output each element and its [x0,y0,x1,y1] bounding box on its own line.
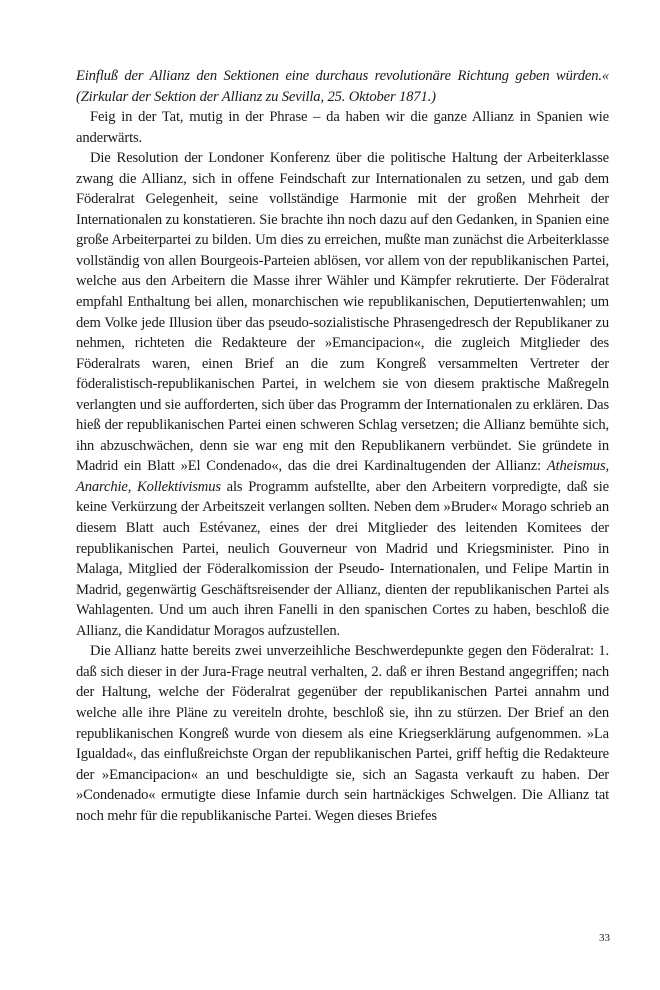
paragraph-text: Die Resolution der Londoner Konferenz über die politische Haltung der Arbeiterklasse zwang die Allianz, sich in offene Feindschaft zur Internationalen zu setzen, und gab dem Föderalrat Gelegenheit, seine vollständige Harmonie mit der großen Mehrheit der Internationalen zu konstatieren. Sie brachte ihn noch dazu auf den Gedanken, in Spanien eine große Arbeiterpartei zu bilden. Um dies zu erreichen, mußte man zunächst die Arbeiterklasse vollständig von allen Bourgeois-Parteien ablösen, vor allem von der republikanischen Partei, welche aus den Arbeitern die Masse ihrer Wähler und Kämpfer rekrutierte. Der Föderalrat empfahl Enthaltung bei allen, monarchischen wie republikanischen, Deputiertenwahlen; um dem Volke jede Illusion über das pseudo-sozialistische Phrasengedresch der Republikaner zu nehmen, richteten die Redakteure der »Emancipacion«, die zugleich Mitglieder des Föderalrats waren, einen Brief an die zum Kongreß versammelten Vertreter der föderalistisch-republikanischen Partei, in welchem sie von diesem praktische Maßregeln verlangten und sie aufforderten, sich über das Programm der Internationalen zu erklären. Das hieß der republikanischen Partei einen schweren Schlag versetzen; die Allianz bemühte sich, ihn abzuschwächen, denn sie war eng mit den Republikanern verbündet. Sie gründete in Madrid ein Blatt »El Condenado«, das die drei Kardinaltugenden der Allianz: [76,150,609,475]
paragraph-text: als Programm aufstellte, aber den Arbeitern vorpredigte, daß sie keine Verkürzung der Arbeitszeit verlangen sollten. Neben dem »Bruder« Morago schrieb an diesem Blatt auch Estévanez, eines der drei Mitglieder des leitenden Komitees der republikanischen Partei, neulich Gouverneur von Madrid und Kriegsminister. Pino in Malaga, Mitglied der Föderalkomission der Pseudo- Internationalen, und Felipe Martin in Madrid, gegenwärtig Geschäftsreisender der Allianz, dienten der republikanischen Partei als Wahlagenten. Und um auch ihren Fanelli in den spanischen Cortes zu haben, beschloß die Allianz, die Kandidatur Moragos aufzustellen. [76,478,609,639]
paragraph-text: Die Allianz hatte bereits zwei unverzeihliche Beschwerdepunkte gegen den Föderalrat: 1. daß sich dieser in der Jura-Frage neutral verhalten, 2. daß er ihren Bestand angegriffen; nach der Haltung, welche der Föderalrat gegenüber der republikanischen Partei annahm und welche alle ihre Pläne zu vereiteln drohte, beschloß sie, ihn zu stürzen. Der Brief an den republikanischen Kongreß wurde von diesem als eine Kriegserklärung aufgenommen. »La Igualdad«, das einflußreichste Organ der republikanischen Partei, griff heftig die Redakteure der »Emancipacion« an und beschuldigte sie, sich an Sagasta verkauft zu haben. Der »Condenado« ermutigte diese Infamie durch sein hartnäckiges Schwelgen. Die Allianz tat noch mehr für die republikanische Partei. Wegen dieses Briefes [76,643,609,824]
paragraph-text: Feig in der Tat, mutig in der Phrase – da haben wir die ganze Allianz in Spanien wie anderwärts. [76,109,609,146]
italic-emphasis: Atheismus, Anarchie, Kollektivismus [76,458,609,495]
paragraph-1 [76,66,609,107]
continued-quote: Einfluß der Allianz den Sektionen eine durchaus revolutionäre Richtung geben würden.« (Zirkular der Sektion der Allianz zu Sevilla, 25. Oktober 1871.) [76,68,609,105]
paragraph-3 [76,148,609,641]
page-number: 33 [599,932,610,944]
paragraph-4 [76,641,609,826]
paragraph-2 [76,107,609,148]
body-text [76,66,609,826]
